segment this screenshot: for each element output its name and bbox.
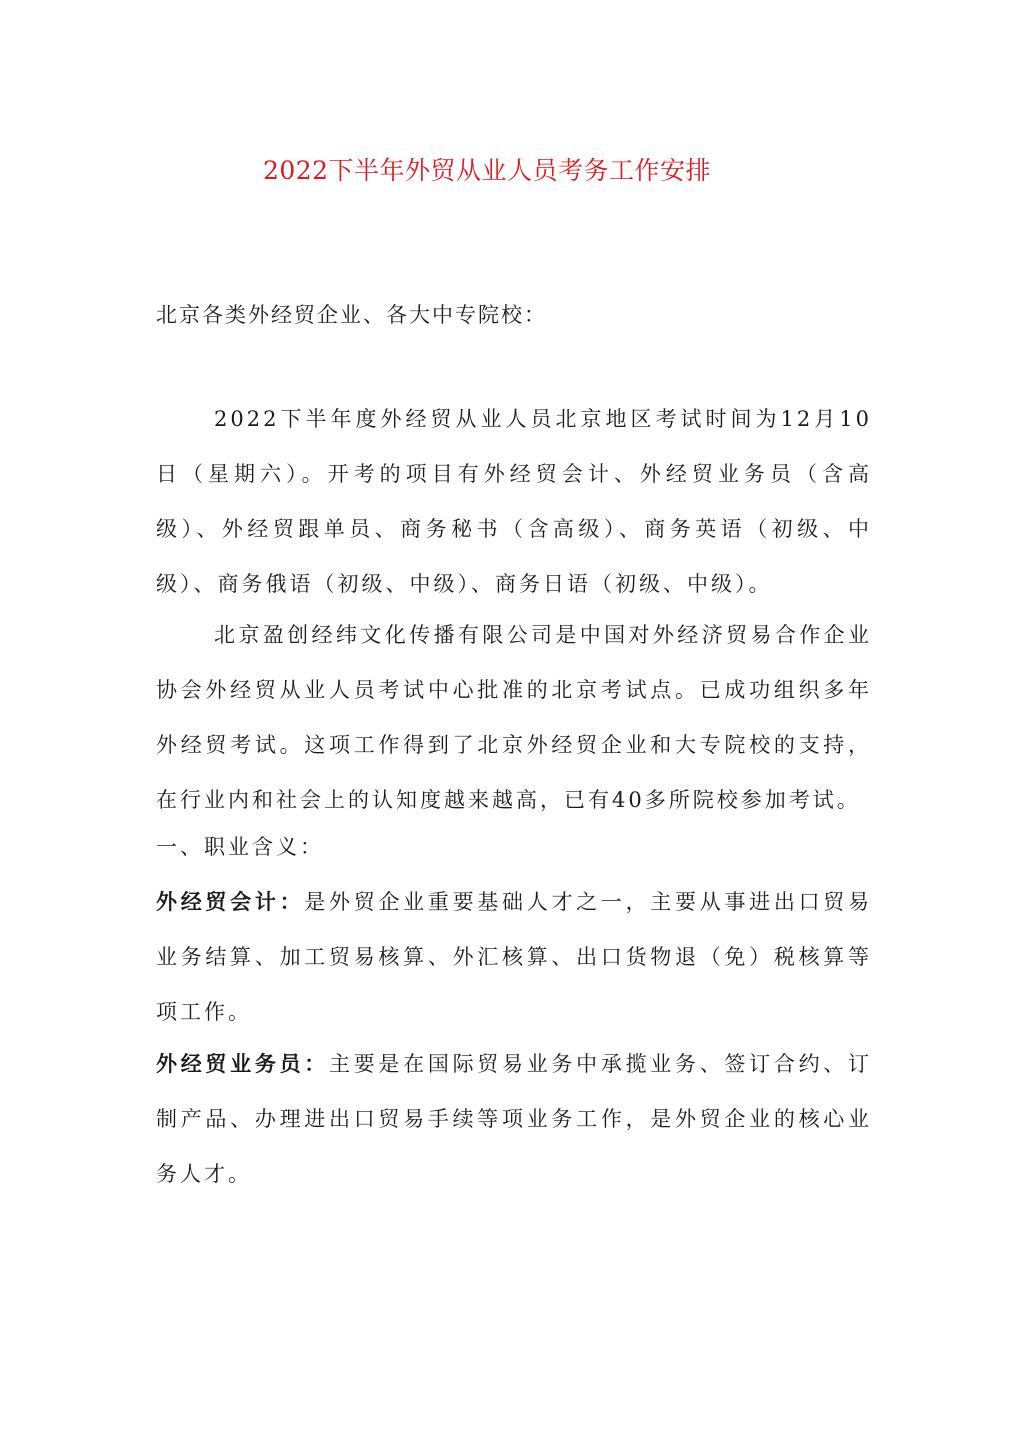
paragraph-organizer: 北京盈创经纬文化传播有限公司是中国对外经济贸易合作企业协会外经贸从业人员考试中心批准的北京考试点。已成功组织多年外经贸考试。这项工作得到了北京外经贸企业和大专院校的支持，在行业内和社会上的认知度越来越高，已有40多所院校参加考试。 bbox=[156, 623, 872, 812]
section-heading: 一、职业含义： bbox=[156, 835, 324, 859]
page-title: 2022下半年外贸从业人员考务工作安排 bbox=[262, 155, 712, 185]
paragraph-exam-schedule: 2022下半年度外经贸从业人员北京地区考试时间为12月10日（星期六）。开考的项目有外经贸会计、外经贸业务员（含高级）、外经贸跟单员、商务秘书（含高级）、商务英语（初级、中级）、商务俄语（初级、中级）、商务日语（初级、中级）。 bbox=[156, 407, 872, 596]
definition-term: 外经贸业务员： bbox=[156, 1051, 329, 1076]
definition-text: 是外贸企业重要基础人才之一，主要从事进出口贸易业务结算、加工贸易核算、外汇核算、出口货物退（免）税核算等项工作。 bbox=[156, 890, 873, 1024]
definition-salesperson bbox=[156, 1036, 872, 1202]
definition-accountant bbox=[156, 874, 872, 1040]
definition-term: 外经贸会计： bbox=[156, 889, 305, 914]
definition-text: 主要是在国际贸易业务中承揽业务、签订合约、订制产品、办理进出口贸易手续等项业务工作，是外贸企业的核心业务人才。 bbox=[156, 1052, 872, 1186]
salutation: 北京各类外经贸企业、各大中专院校： bbox=[156, 303, 547, 327]
